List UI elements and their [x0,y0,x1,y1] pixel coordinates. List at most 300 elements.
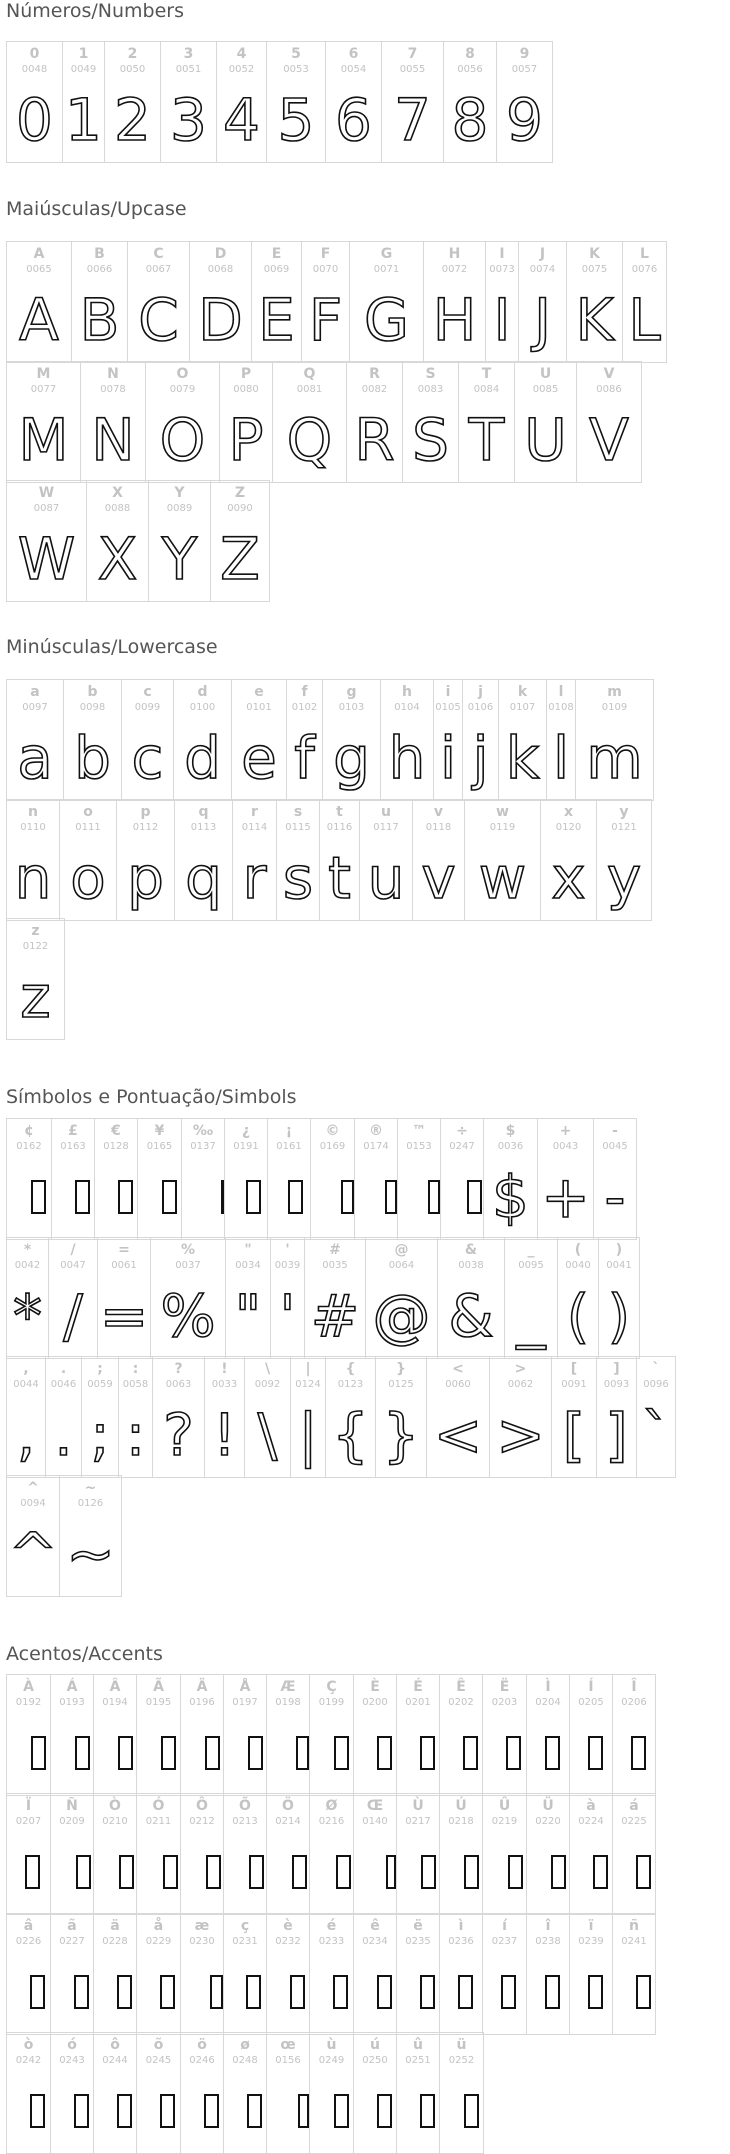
missing-glyph-box [310,2073,353,2149]
glyph-label: E [271,246,282,262]
glyph-label: Z [234,485,246,501]
glyph-label: ù [326,2037,337,2053]
glyph-code: 0163 [60,1141,86,1152]
glyph-sample: r [242,844,267,912]
glyph-cell [51,2033,94,2153]
missing-glyph-box [310,1954,353,2030]
glyph-label: Û [498,1798,511,1814]
glyph-sample: D [198,286,243,354]
glyph-code: 0161 [276,1141,302,1152]
glyph-cell [72,242,128,362]
glyph-cell [310,1914,354,2034]
glyph-code: 0206 [621,1697,647,1708]
glyph-cell [7,362,81,482]
glyph-cell [354,1675,397,1795]
section-title-symbols: Símbolos e Pontuação/Simbols [6,1086,297,1108]
glyph-cell [277,800,320,920]
glyph-label: C [153,246,164,262]
glyph-code: 0228 [102,1936,128,1947]
glyph-label: ø [240,2037,250,2053]
glyph-cell [225,1119,268,1239]
glyph-label: X [112,485,123,501]
missing-glyph-box [224,1954,266,2030]
glyph-code: 0076 [631,264,658,275]
glyph-code: 0192 [15,1697,42,1708]
glyph-cell [397,1914,440,2034]
glyph-label: V [603,366,615,382]
glyph-cell [232,680,287,800]
missing-glyph-box [94,1715,136,1791]
glyph-label: Õ [239,1798,251,1814]
glyph-sample: _ [516,1282,546,1350]
glyph-code: 0117 [373,822,399,833]
glyph-label: { [345,1361,356,1377]
glyph-sample: c [131,724,164,792]
missing-glyph-box [267,2073,309,2149]
glyph-code: 0074 [529,264,556,275]
glyph-code: 0199 [318,1697,345,1708]
glyph-code: 0073 [489,264,515,275]
glyph-cell [233,800,277,920]
glyph-label: w [496,804,509,820]
missing-glyph-box [181,1834,223,1910]
glyph-label: Ç [326,1679,337,1695]
glyph-label: ? [174,1361,183,1377]
glyph-label: M [36,366,51,382]
glyph-cell [613,1794,656,1914]
glyph-code: 0058 [122,1379,149,1390]
glyph-code: 0216 [318,1816,345,1827]
glyph-label: m [607,684,622,700]
glyph-label: 2 [127,46,138,62]
glyph-sample: 5 [277,86,315,154]
glyph-row [6,1475,122,1597]
glyph-cell [64,680,122,800]
glyph-label: U [539,366,552,382]
glyph-label: K [589,246,600,262]
glyph-cell [427,1357,490,1477]
glyph-label: c [143,684,152,700]
glyph-sample: A [19,286,59,354]
glyph-cell [7,42,63,162]
glyph-sample: ~ [66,1520,115,1588]
glyph-cell [440,1914,483,2034]
glyph-code: 0033 [211,1379,238,1390]
glyph-label: Æ [280,1679,296,1695]
missing-glyph-box [354,1834,396,1910]
section-title-lowercase: Minúsculas/Lowercase [6,636,218,658]
glyph-sample: G [364,286,409,354]
glyph-sample: } [382,1401,420,1469]
glyph-code: 0217 [405,1816,431,1827]
missing-glyph-box [51,1715,93,1791]
glyph-cell [98,1238,151,1358]
glyph-cell [7,1357,46,1477]
glyph-code: 0098 [79,702,106,713]
glyph-label: Ã [153,1679,164,1695]
glyph-code: 0116 [326,822,353,833]
glyph-code: 0239 [578,1936,604,1947]
glyph-sample: d [184,724,221,792]
glyph-sample: C [138,286,179,354]
glyph-label: Y [174,485,185,501]
glyph-label: , [23,1361,29,1377]
glyph-cell [224,1794,267,1914]
glyph-cell [161,42,217,162]
glyph-label: H [448,246,461,262]
glyph-code: 0048 [21,64,48,75]
glyph-code: 0080 [233,384,259,395]
glyph-code: 0055 [399,64,426,75]
glyph-code: 0069 [263,264,290,275]
glyph-code: 0203 [491,1697,518,1708]
glyph-sample: ^ [8,1520,58,1588]
missing-glyph-box [181,1715,223,1791]
glyph-code: 0191 [233,1141,259,1152]
glyph-cell [217,42,267,162]
glyph-code: 0105 [435,702,461,713]
glyph-code: 0195 [145,1697,172,1708]
glyph-row [6,1118,637,1240]
glyph-code: 0212 [189,1816,215,1827]
glyph-sample: M [18,406,69,474]
glyph-code: 0197 [232,1697,258,1708]
missing-glyph-box [137,2073,180,2149]
glyph-label: ñ [629,1918,639,1934]
glyph-cell [267,2033,310,2153]
glyph-sample: 2 [114,86,151,154]
missing-glyph-box [7,1715,50,1791]
glyph-cell [182,1119,225,1239]
glyph-code: 0062 [507,1379,534,1390]
glyph-code: 0103 [338,702,365,713]
glyph-row [6,241,667,363]
glyph-cell [577,362,642,482]
glyph-cell [302,242,350,362]
glyph-code: 0242 [15,2055,42,2066]
glyph-code: 0042 [14,1260,41,1271]
glyph-sample: t [328,844,351,912]
glyph-cell [541,800,597,920]
glyph-code: 0231 [232,1936,258,1947]
glyph-code: 0213 [232,1816,258,1827]
glyph-sample: v [421,844,456,912]
glyph-sample: y [606,844,642,912]
glyph-cell [7,680,64,800]
glyph-label: Ô [196,1798,208,1814]
glyph-sample: s [282,844,314,912]
glyph-code: 0125 [388,1379,414,1390]
glyph-cell [224,1675,267,1795]
glyph-code: 0250 [362,2055,388,2066]
glyph-code: 0034 [235,1260,261,1271]
missing-glyph-box [354,1954,396,2030]
glyph-code: 0064 [388,1260,415,1271]
glyph-cell [82,1357,119,1477]
glyph-label: o [83,804,93,820]
glyph-cell [94,2033,137,2153]
glyph-label: ï [588,1918,594,1934]
missing-glyph-box [267,1715,309,1791]
glyph-cell [558,1238,599,1358]
glyph-code: 0041 [606,1260,632,1271]
glyph-cell [87,481,149,601]
glyph-cell [326,1357,376,1477]
glyph-label: $ [505,1123,516,1139]
glyph-cell [7,1238,49,1358]
glyph-label: 5 [291,46,301,62]
glyph-cell [497,42,553,162]
glyph-code: 0121 [611,822,637,833]
glyph-code: 0052 [228,64,255,75]
glyph-sample: > [496,1401,545,1469]
glyph-code: 0090 [227,503,253,514]
glyph-code: 0045 [602,1141,628,1152]
glyph-sample: F [308,286,343,354]
glyph-code: 0067 [145,264,172,275]
glyph-code: 0201 [405,1697,431,1708]
glyph-sample: 7 [394,86,431,154]
glyph-sample: n [14,844,52,912]
glyph-code: 0200 [362,1697,388,1708]
missing-glyph-box [354,2073,396,2149]
glyph-code: 0214 [275,1816,301,1827]
glyph-cell [515,362,577,482]
glyph-label: í [502,1918,507,1934]
glyph-cell [354,2033,397,2153]
glyph-cell [347,362,403,482]
glyph-code: 0241 [621,1936,647,1947]
glyph-row [6,679,654,801]
glyph-cell [463,680,499,800]
glyph-cell [268,1119,311,1239]
glyph-label: û [413,2037,423,2053]
glyph-code: 0095 [518,1260,544,1271]
glyph-sample: : [125,1401,146,1469]
glyph-code: 0229 [145,1936,172,1947]
glyph-label: R [369,366,380,382]
glyph-cell [181,1794,224,1914]
glyph-label: Ê [456,1679,466,1695]
glyph-cell [95,1119,138,1239]
glyph-code: 0046 [50,1379,77,1390]
glyph-cell [350,242,424,362]
glyph-cell [360,800,413,920]
glyph-code: 0198 [275,1697,301,1708]
glyph-sample: w [478,844,527,912]
glyph-code: 0205 [578,1697,604,1708]
missing-glyph-box [225,1159,267,1235]
glyph-sample: O [159,406,206,474]
glyph-label: f [301,684,308,700]
glyph-sample: l [552,724,570,792]
glyph-sample: ? [163,1401,194,1469]
glyph-sample: % [160,1282,216,1350]
glyph-cell [552,1357,597,1477]
glyph-code: 0210 [102,1816,128,1827]
glyph-sample: V [589,406,629,474]
glyph-cell [220,362,273,482]
glyph-label: õ [153,2037,164,2053]
glyph-cell [465,800,541,920]
missing-glyph-box [570,1715,612,1791]
glyph-cell [382,42,444,162]
glyph-cell [594,1119,637,1239]
glyph-code: 0246 [189,2055,215,2066]
glyph-cell [245,1357,291,1477]
glyph-cell [119,1357,153,1477]
glyph-cell [310,2033,354,2153]
glyph-label: h [402,684,412,700]
glyph-sample: u [367,844,405,912]
glyph-sample: K [575,286,614,354]
glyph-label: b [87,684,98,700]
glyph-label: j [478,684,483,700]
glyph-cell [7,2033,51,2153]
glyph-label: ç [240,1918,250,1934]
missing-glyph-box [440,1715,482,1791]
glyph-code: 0248 [232,2055,258,2066]
missing-glyph-box [397,1954,439,2030]
glyph-cell [440,1794,483,1914]
glyph-cell [355,1119,398,1239]
glyph-label: # [329,1242,341,1258]
glyph-code: 0056 [457,64,483,75]
glyph-row [6,480,270,602]
glyph-code: 0070 [312,264,339,275]
glyph-sample: h [388,724,426,792]
glyph-label: q [198,804,209,820]
glyph-sample: @ [372,1282,431,1350]
glyph-label: Ò [109,1798,121,1814]
glyph-cell [597,800,652,920]
missing-glyph-box [137,1715,180,1791]
glyph-sample: Y [161,525,198,593]
glyph-sample: W [17,525,76,593]
glyph-code: 0251 [405,2055,431,2066]
missing-glyph-box [311,1159,354,1235]
glyph-sample: f [294,724,315,792]
glyph-sample: q [185,844,222,912]
glyph-cell [7,481,87,601]
glyph-row [6,2032,484,2154]
glyph-label: P [240,366,252,382]
glyph-code: 0245 [145,2055,172,2066]
glyph-cell [613,1914,656,2034]
missing-glyph-box [613,1715,655,1791]
glyph-code: 0162 [16,1141,42,1152]
missing-glyph-box [181,2073,223,2149]
glyph-label: L [640,246,649,262]
glyph-code: 0225 [621,1816,647,1827]
glyph-code: 0085 [532,384,559,395]
glyph-label: d [197,684,208,700]
glyph-code: 0169 [319,1141,346,1152]
glyph-sample: 8 [451,86,489,154]
glyph-label: ‰ [192,1123,214,1139]
glyph-row [6,361,642,483]
missing-glyph-box [483,1834,526,1910]
glyph-label: @ [394,1242,409,1258]
glyph-code: 0049 [70,64,97,75]
glyph-label: à [586,1798,596,1814]
glyph-code: 0219 [491,1816,518,1827]
glyph-code: 0238 [535,1936,561,1947]
glyph-cell [122,680,174,800]
glyph-sample: B [79,286,120,354]
glyph-cell [137,1914,181,2034]
glyph-cell [271,1238,305,1358]
glyph-code: 0156 [275,2055,301,2066]
glyph-cell [211,481,270,601]
glyph-cell [267,1794,310,1914]
glyph-cell [94,1794,137,1914]
glyph-label: ó [67,2037,77,2053]
section-title-upcase: Maiúsculas/Upcase [6,198,187,220]
glyph-cell [94,1675,137,1795]
glyph-cell [137,1794,181,1914]
glyph-label: î [545,1918,551,1934]
glyph-label: = [118,1242,130,1258]
glyph-code: 0115 [285,822,311,833]
glyph-sample: { [332,1401,369,1469]
glyph-code: 0109 [601,702,628,713]
glyph-cell [60,1476,122,1596]
glyph-code: 0224 [578,1816,604,1827]
glyph-label: F [320,246,331,262]
glyph-label: Ì [545,1679,551,1695]
glyph-label: - [612,1123,618,1139]
glyph-label: * [23,1242,32,1258]
glyph-cell [486,242,519,362]
glyph-label: O [176,366,189,382]
glyph-code: 0243 [59,2055,85,2066]
glyph-cell [570,1914,613,2034]
glyph-sample: p [127,844,164,912]
glyph-code: 0061 [111,1260,137,1271]
glyph-label: y [619,804,629,820]
glyph-cell [105,42,161,162]
glyph-label: ô [110,2037,120,2053]
glyph-label: Â [109,1679,121,1695]
missing-glyph-box [397,1834,439,1910]
glyph-label: t [336,804,343,820]
glyph-sample: 6 [335,86,372,154]
missing-glyph-box [224,1715,266,1791]
glyph-sample: / [63,1282,83,1350]
glyph-code: 0209 [59,1816,85,1827]
glyph-label: Ó [152,1798,165,1814]
glyph-cell [397,2033,440,2153]
glyph-cell [320,800,360,920]
glyph-label: | [305,1361,311,1377]
glyph-cell [60,800,117,920]
glyph-sample: ` [641,1401,671,1469]
glyph-label: T [481,366,492,382]
glyph-cell [570,1794,613,1914]
glyph-label: u [381,804,391,820]
glyph-cell [94,1914,137,2034]
missing-glyph-box [137,1954,180,2030]
missing-glyph-box [440,1954,482,2030]
glyph-cell [7,242,72,362]
missing-glyph-box [440,1834,482,1910]
glyph-code: 0063 [165,1379,192,1390]
glyph-cell [7,1119,52,1239]
glyph-code: 0194 [102,1697,128,1708]
glyph-code: 0247 [449,1141,475,1152]
glyph-cell [128,242,190,362]
